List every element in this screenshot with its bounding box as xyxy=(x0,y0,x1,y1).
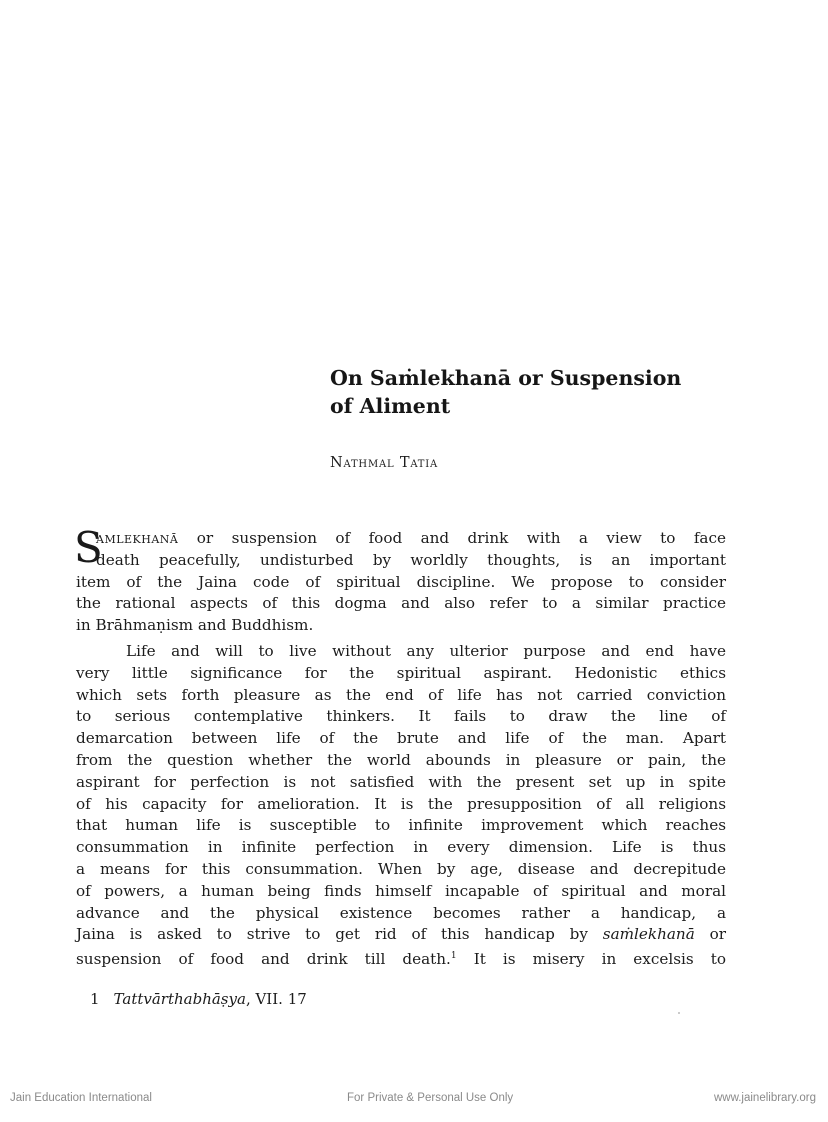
paragraph-2-line-10: consummation in infinite perfection in every dimension. Life is thus xyxy=(76,838,726,857)
opening-word: amlekhanā xyxy=(96,529,179,547)
paragraph-2 xyxy=(76,641,726,968)
article-title xyxy=(330,364,730,420)
article-title-line-2: of Aliment xyxy=(330,394,451,418)
paragraph-1-line-2: death peacefully, undisturbed by worldly thoughts, is an important xyxy=(96,550,726,569)
scan-speck xyxy=(678,1012,680,1014)
paragraph-1-line-1-text: or suspension of food and drink with a view to face xyxy=(178,529,726,547)
paragraph-2-line-15 xyxy=(76,946,726,968)
paragraph-1-line-1 xyxy=(76,528,726,550)
paragraph-2-line-5: demarcation between life of the brute and life of the man. Apart xyxy=(76,729,726,748)
footnote-source: Tattvārthabhāṣya xyxy=(113,990,246,1008)
line-14-text-after: or xyxy=(694,925,726,944)
paragraph-2-line-12: of powers, a human being finds himself incapable of spiritual and moral xyxy=(76,881,726,900)
footer-right-link[interactable]: www.jainelibrary.org xyxy=(713,1092,816,1104)
paragraph-2-line-2: very little significance for the spiritual aspirant. Hedonistic ethics xyxy=(76,663,726,682)
footnote-marker: 1 xyxy=(450,951,457,962)
paragraph-1-line-4: the rational aspects of this dogma and also refer to a similar practice xyxy=(76,594,726,613)
footer-left: Jain Education International xyxy=(10,1092,152,1104)
paragraph-2-line-13: advance and the physical existence becomes rather a handicap, a xyxy=(76,903,726,922)
footnote xyxy=(90,990,307,1008)
paragraph-2-line-11: a means for this consummation. When by age, disease and decrepitude xyxy=(76,859,726,878)
footnote-wavy-rule xyxy=(77,978,247,984)
article-title-line-1: On Saṁlekhanā or Suspension xyxy=(330,366,682,390)
paragraph-2-line-1: Life and will to live without any ulterior purpose and end have xyxy=(126,641,726,660)
drop-cap: S xyxy=(74,523,103,572)
paragraph-2-line-4: to serious contemplative thinkers. It fails to draw the line of xyxy=(76,707,726,726)
author-name: Nathmal Tatia xyxy=(330,455,439,471)
article-body xyxy=(74,523,726,969)
paragraph-2-line-3: which sets forth pleasure as the end of life has not carried conviction xyxy=(76,685,726,704)
line-14-italic-term: saṁlekhanā xyxy=(602,925,695,944)
paragraph-2-line-7: aspirant for perfection is not satisfied with the present set up in spite xyxy=(76,772,726,791)
footnote-reference: , VII. 17 xyxy=(245,990,307,1008)
paragraph-1-line-5: in Brāhmaṇism and Buddhism. xyxy=(76,616,314,635)
paragraph-2-line-9: that human life is susceptible to infinite improvement which reaches xyxy=(76,816,726,835)
paragraph-2-line-14 xyxy=(76,924,726,946)
paragraph-2-line-6: from the question whether the world abounds in pleasure or pain, the xyxy=(76,750,726,769)
footer-center: For Private & Personal Use Only xyxy=(347,1092,514,1104)
paragraph-2-line-8: of his capacity for amelioration. It is the presupposition of all religions xyxy=(76,794,726,813)
line-14-text-before: Jaina is asked to strive to get rid of this handicap by xyxy=(76,925,603,944)
paragraph-1 xyxy=(74,523,726,637)
line-15-text-before: suspension of food and drink till death. xyxy=(76,950,451,969)
footnote-number: 1 xyxy=(90,990,100,1008)
paragraph-1-line-3: item of the Jaina code of spiritual discipline. We propose to consider xyxy=(76,572,726,591)
line-15-text-after: It is misery in excelsis to xyxy=(456,950,726,969)
